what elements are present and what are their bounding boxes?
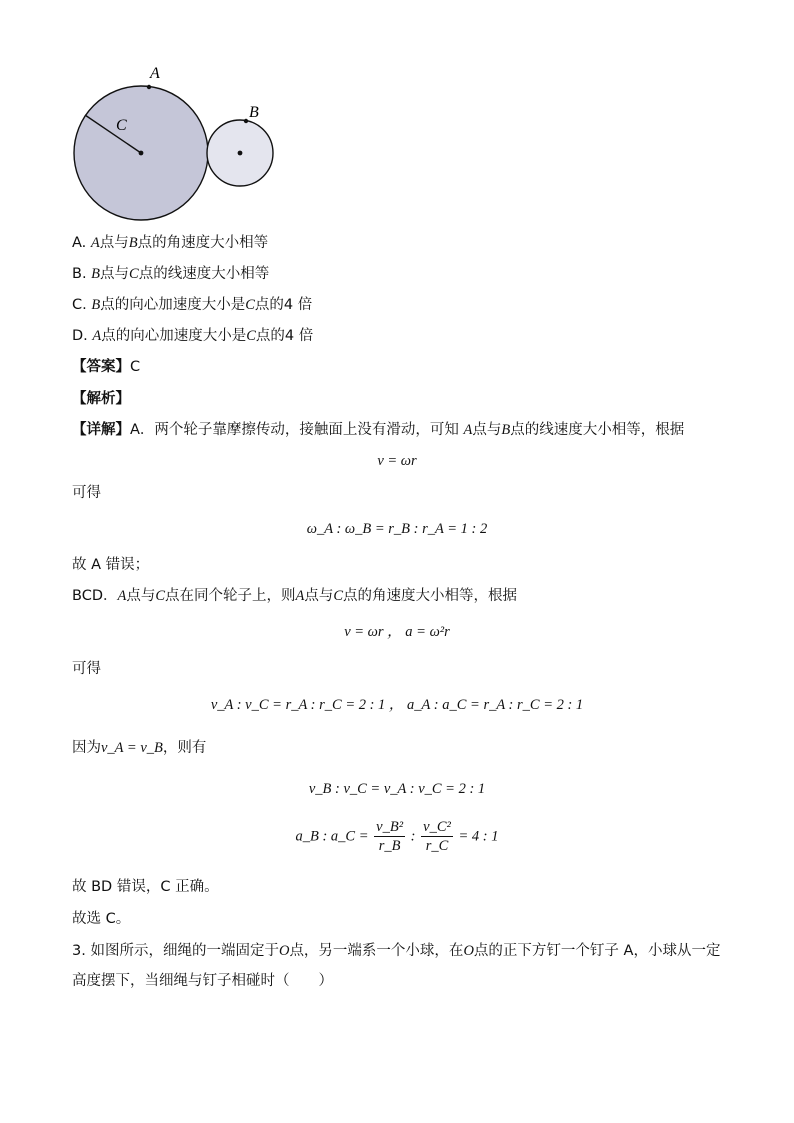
detail-line: 【详解】A．两个轮子靠摩擦传动，接触面上没有滑动，可知 A点与B点的线速度大小相等，根据 — [72, 422, 685, 438]
equation-omega-ratio: ω_A : ω_B = r_B : r_A = 1 : 2 — [306, 521, 488, 537]
option-c: C. B点的向心加速度大小是C点的4 倍 — [72, 297, 313, 313]
center-dot-small — [238, 151, 243, 156]
answer-line: 【答案】C — [72, 359, 141, 375]
equation-accel-ratio: a_B : a_C = $\frac{\text{v\_B²}}{r\_B}$ : $\frac{\text{v\_C²}}{r\_C}$ = 4 : 1 — [295, 819, 499, 854]
option-b: B. B点与C点的线速度大小相等 — [72, 266, 270, 282]
equation-vb-vc: v_B : v_C = v_A : v_C = 2 : 1 — [308, 781, 486, 797]
point-b-dot — [244, 119, 248, 123]
point-a-dot — [147, 85, 151, 89]
kede-1: 可得 — [72, 485, 101, 501]
equation-v-a: v = ωr ， a = ω²r — [344, 624, 450, 640]
label-a: A — [150, 65, 160, 82]
question-3-line-1: 3. 如图所示，细绳的一端固定于O点，另一端系一个小球，在O点的正下方钉一个钉子 A，小球从一定 — [72, 943, 721, 959]
conclusion-a: 故 A 错误； — [72, 557, 150, 573]
equation-ratios: v_A : v_C = r_A : r_C = 2 : 1 ， a_A : a_C = r_A : r_C = 2 : 1 — [210, 697, 584, 713]
conclusion-bd: 故 BD 错误，C 正确。 — [72, 879, 219, 895]
center-dot-large — [139, 151, 144, 156]
wheels-figure — [60, 55, 290, 230]
label-c: C — [116, 117, 127, 134]
fraction-1: $\frac{\text{v\_B²}}{r\_B}$ — [376, 819, 404, 854]
label-b: B — [249, 104, 259, 121]
because-line: 因为v_A = v_B，则有 — [72, 740, 207, 756]
bcd-line: BCD．A点与C点在同个轮子上，则A点与C点的角速度大小相等，根据 — [72, 588, 518, 604]
equation-v-omega-r: v = ωr — [377, 453, 417, 469]
fraction-2: $\frac{\text{v\_C²}}{r\_C}$ — [423, 819, 451, 854]
kede-2: 可得 — [72, 661, 101, 677]
option-d: D. A点的向心加速度大小是C点的4 倍 — [72, 328, 314, 344]
choose-line: 故选 C。 — [72, 911, 131, 927]
analysis-heading: 【解析】 — [72, 391, 130, 407]
question-3-line-2: 高度摆下，当细绳与钉子相碰时（ ） — [72, 973, 333, 989]
option-a: A. A点与B点的角速度大小相等 — [72, 235, 269, 251]
